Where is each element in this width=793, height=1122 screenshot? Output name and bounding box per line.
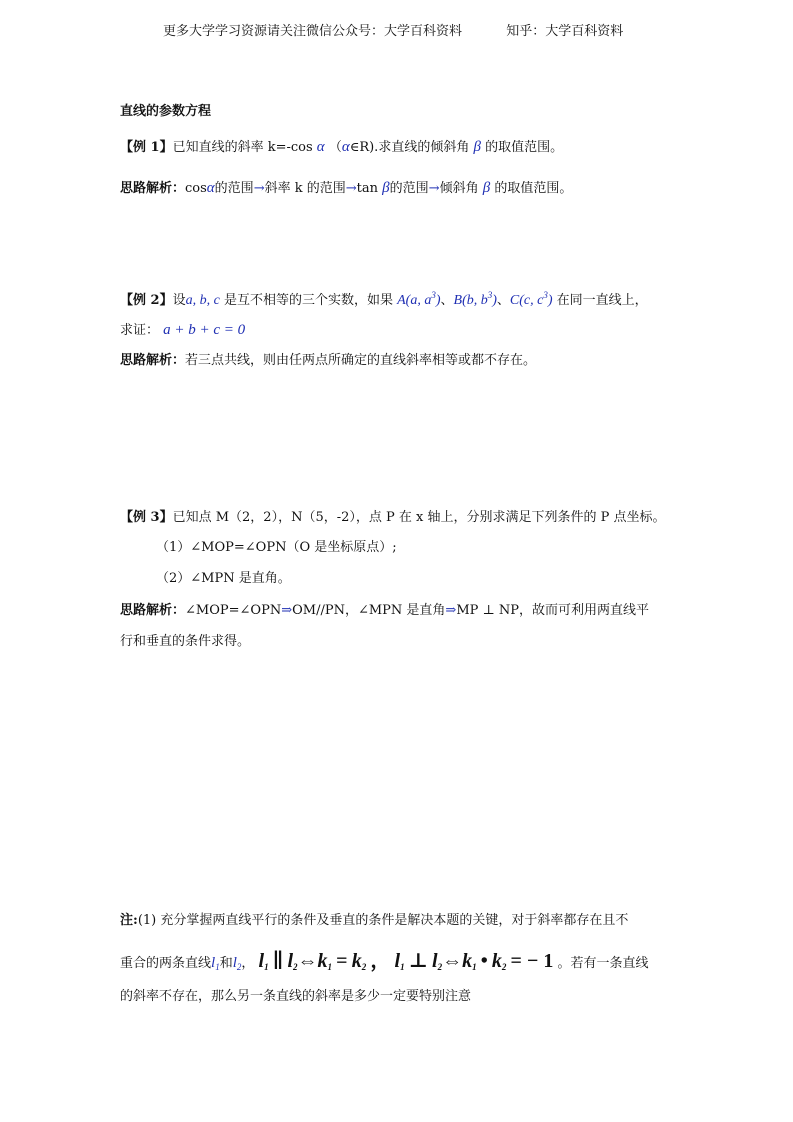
note-formula-line: 重合的两条直线$l_1$和$l_2$， $l_1$ ∥ $l_2\Leftrightarrow k_1 = k_2$ ， $l_1$ ⊥ $l_2\Leftrightarrow k_1$ • $k_2$ = − 1 。若有一条直线 (120, 950, 649, 972)
hint-2: 思路解析：若三点共线，则由任两点所确定的直线斜率相等或都不存在。 (120, 353, 537, 368)
arrow-icon: → (253, 181, 265, 196)
example-2-proof: 求证： a + b + c = 0 (120, 322, 246, 338)
parallel-icon: ∥ (272, 950, 284, 972)
arrow-icon: → (345, 181, 357, 196)
section-title: 直线的参数方程 (120, 104, 212, 119)
hint-3: 思路解析：∠MOP=∠OPN⇒OM//PN，∠MPN 是直角⇒MP ⊥ NP，故而可利用两直线平 (120, 603, 649, 618)
beta-symbol: β (473, 139, 481, 155)
arrow-icon: → (428, 181, 440, 196)
implies-icon: ⇒ (281, 603, 293, 618)
alpha-symbol: α (206, 180, 215, 196)
dot-icon: • (480, 950, 488, 972)
perpendicular-condition: $l_1$ ⊥ $l_2\Leftrightarrow k_1$ • $k_2$ = − 1 (394, 950, 554, 972)
example-2: 【例 2】设a, b, c 是互不相等的三个实数，如果 A(a, $a^3$)、B(b, $b^3$)、C(c, $c^3$) 在同一直线上， (120, 290, 648, 308)
hint-3-continued: 行和垂直的条件求得。 (120, 634, 251, 649)
parallel-condition: $l_1$ ∥ $l_2\Leftrightarrow k_1 = k_2$ (258, 950, 367, 972)
hint-2-label: 思路解析： (120, 353, 186, 368)
note-label: 注: (120, 913, 138, 928)
example-1: 【例 1】已知直线的斜率 k=-cos α （α∈R).求直线的倾斜角 β 的取值范围。 (120, 139, 564, 155)
note: 注:(1) 充分掌握两直线平行的条件及垂直的条件是解决本题的关键，对于斜率都存在且不 (120, 913, 629, 928)
perpendicular-icon: ⊥ (408, 950, 428, 972)
implies-icon: ⇒ (445, 603, 457, 618)
beta-symbol: β (382, 180, 390, 196)
example-3-label: 【例 3】 (120, 510, 173, 525)
point-a: A(a, $a^3$) (397, 290, 441, 308)
note-continued: 的斜率不存在，那么另一条直线的斜率是多少一定要特别注意 (120, 989, 472, 1004)
point-b: B(b, $b^3$) (453, 290, 497, 308)
example-3-item-1: （1）∠MOP=∠OPN（O 是坐标原点）; (156, 540, 397, 555)
point-c: C(c, $c^3$) (509, 290, 553, 308)
line-l2: $l_2$ (232, 955, 242, 972)
header-right: 知乎：大学百科资料 (506, 24, 624, 39)
example-2-label: 【例 2】 (120, 293, 173, 308)
example-3-item-2: （2）∠MPN 是直角。 (156, 571, 291, 586)
hint-1: 思路解析：cosα的范围→斜率 k 的范围→tan β的范围→倾斜角 β 的取值范围。 (120, 180, 573, 196)
alpha-symbol: α (316, 139, 325, 155)
iff-icon: ⇔ (442, 950, 463, 972)
header-left: 更多大学学习资源请关注微信公众号：大学百科资料 (163, 24, 463, 39)
line-l1: $l_1$ (211, 955, 220, 972)
beta-symbol: β (482, 180, 491, 196)
example-1-label: 【例 1】 (120, 140, 173, 155)
proof-equation: a + b + c = 0 (163, 322, 246, 338)
page-header (163, 22, 623, 42)
variables-abc: a, b, c (185, 293, 220, 308)
alpha-symbol: α (341, 139, 350, 155)
example-3: 【例 3】已知点 M（2，2），N（5，-2），点 P 在 x 轴上，分别求满足下列条件的 P 点坐标。 (120, 510, 666, 525)
hint-3-label: 思路解析： (120, 603, 186, 618)
hint-1-label: 思路解析： (120, 181, 186, 196)
iff-icon: ⇔ (297, 950, 318, 972)
